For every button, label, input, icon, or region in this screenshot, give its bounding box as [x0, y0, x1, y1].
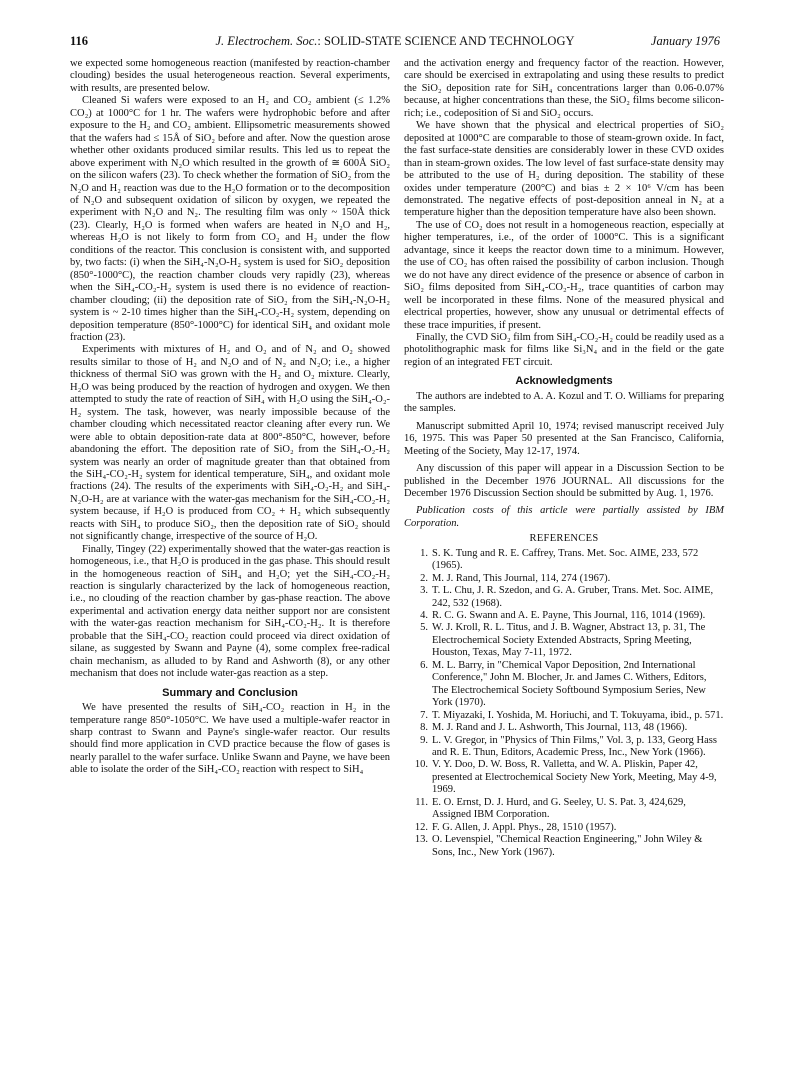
references-heading: REFERENCES: [529, 533, 599, 545]
left-column: [70, 58, 390, 777]
reference-item: 11. E. O. Ernst, D. J. Hurd, and G. Seeley, U. S. Pat. 3, 424,629, Assigned IBM Corporation.: [415, 796, 686, 821]
issue-date: January 1976: [650, 34, 720, 48]
journal-name: J. Electrochem. Soc.: [215, 34, 318, 48]
reference-item: 13. O. Levenspiel, "Chemical Reaction Engineering," John Wiley & Sons, Inc., New York (1967).: [414, 834, 703, 858]
paragraph: Experiments with mixtures of H₂ and O₂ and of N₂ and O₂ showed results similar to those of H₂ and N₂O and of N₂ and N₂O; i.e., a higher thickness of thermal SiO was grown with the H₂ and O₂ mixture. Clearly, H₂O was being produced by the reaction of hydrogen and oxygen. We then attempted to study the rate of reaction of SiH₄ with H₂O using the SiH₄-O₂-H₂ system. The task, however, was nearly impossible because of the chamber clouding which necessitated reactor cleaning after every run. We were able to obtain deposition-rate data at 800°-850°C, however, before abandoning the effort. The deposition rate of SiO₂ from the SiH₄-O₂-H₂ system was nearly an order of magnitude greater than that obtained from the SiH₄-CO₂-H₂ system for identical temperature, SiH₄, and oxidant mole fractions (24). The results of the experiments with SiH₄-O₂-H₂ and SiH₄-N₂O-H₂ are at variance with the water-gas mechanism for the SiH₄-CO₂-H₂ system because, if H₂O is produced from CO₂ + H₂ which subsequently reacts with SiH₄ to produce SiO₂, then the deposition rate of SiO₂ should not significantly change, irrespective of the source of H₂O.: [70, 344, 390, 543]
acknowledgment-text: The authors are indebted to A. A. Kozul and T. O. Williams for preparing the samples.: [404, 390, 724, 415]
paragraph: Finally, the CVD SiO₂ film from SiH₄-CO₂-H₂ could be readily used as a photolithographic mask for films like Si₃N₄ and in the field or the gate region of an integrated FET circuit.: [404, 331, 724, 368]
paragraph: we expected some homogeneous reaction (manifested by reaction-chamber clouding) besides the usual heterogeneous reaction. Several experiments, with results, are presented below.: [70, 58, 390, 94]
journal-title: [70, 34, 720, 49]
section-heading-summary: Summary and Conclusion: [162, 686, 298, 699]
paragraph: We have shown that the physical and electrical properties of SiO₂ deposited at 1000°C are comparable to those of steam-grown oxide. In fact, the fast surface-state densities are considerably lower in these CVD oxides than in steam-grown oxides. The low level of fast surface-state density may be attributed to the use of H₂ during deposition. The stability of these oxides under temperature (200°C) and bias ± 2 × 10⁶ V/cm has been demonstrated. The negative effects of post-deposition anneal in N₂ at a temperature higher than the deposition temperature have also been shown.: [404, 120, 724, 219]
journal-section: : SOLID-STATE SCIENCE AND TECHNOLOGY: [317, 34, 575, 48]
reference-item: 2. M. J. Rand, This Journal, 114, 274 (1967).: [420, 572, 611, 584]
reference-item: 12. F. G. Allen, J. Appl. Phys., 28, 1510 (1957).: [414, 821, 617, 833]
paragraph: Finally, Tingey (22) experimentally showed that the water-gas reaction is homogeneous, i.e., that H₂O is produced in the gas phase. This should result in the homogeneous reaction of SiH₄ and H₂O; yet the SiH₄-CO₂-H₂ reaction is singularly characterized by the lack of homogeneous reaction, i.e., no clouding of the reaction chamber by gas-phase reaction. The above experimental and activation energy data neither support nor are consistent with the water-gas reaction mechanism for SiH₄-CO₂-H₂. It is therefore probable that the SiH₄-CO₂ reaction could proceed via direct oxidation of silane, as suggested by Swann and Payne (4), some complex free-radical chain mechanism, as alluded to by Rand and Ashworth (8), or any other mechanism that does not include water-gas reaction as a step.: [70, 543, 390, 680]
paragraph: The use of CO₂ does not result in a homogeneous reaction, especially at higher temperatures, i.e., of the order of 1000°C. This is a significant advantage, since it keeps the reactor down time to a minimum. However, the use of CO₂ has often raised the possibility of carbon inclusion. Though we do not have any direct evidence of the presence or absence of carbon in SiO₂ films deposited from SiH₄-CO₂-H₂, trace quantities of carbon may well be incorporated in these films. None of the measured physical and electrical properties, however, show any unusual or detrimental effects of these trace impurities, if present.: [404, 219, 724, 331]
paragraph: We have presented the results of SiH₄-CO₂ reaction in H₂ in the temperature range 850°-1050°C. We have used a multiple-wafer reactor in sharp contrast to Swann and Payne's single-wafer reactor. Our results should find more application in CVD practice because the flow of gases is nearly parallel to the wafer surface. Unlike Swann and Payne, we have been able to isolate the order of the SiH₄-CO₂ reaction with respect to SiH₄: [70, 702, 390, 776]
running-header: [70, 34, 720, 52]
reference-item: 3. T. L. Chu, J. R. Szedon, and G. A. Gruber, Trans. Met. Soc. AIME, 242, 532 (1968).: [420, 585, 714, 609]
reference-item: 6. M. L. Barry, in "Chemical Vapor Deposition, 2nd International Conference," John M. Blocher, Jr. and James C. Withers, Editors, The Electrochemical Society Softbound Symposium Series, New York (1970).: [420, 659, 707, 709]
reference-item: 7. T. Miyazaki, I. Yoshida, M. Horiuchi, and T. Tokuyama, ibid., p. 571.: [420, 709, 724, 721]
paragraph: Cleaned Si wafers were exposed to an H₂ and CO₂ ambient (≤ 1.2% CO₂) at 1000°C for 1 hr. The wafers were hydrophobic before and after exposure to the H₂ and CO₂ ambient. Ellipsometric measurements showed that the wafers had ≤ 15Å of SiO₂ before and after. Now the question arose whether other oxidants produced similar results. This led us to repeat the above experiment with N₂O which resulted in the growth of ≅ 600Å SiO₂ on the silicon wafers (23). To check whether the formation of SiO₂ from the N₂O and H₂ reaction was due to the H₂O formation or to the decomposition of N₂O and subsequent oxidation of silicon by oxygen, we repeated the experiment with N₂O and N₂. The resulting film was only ~ 150Å thick (23). Clearly, H₂O is formed when wafers are heated in N₂O and H₂, whereas H₂O is not likely to form from CO₂ and H₂ under the flow conditions of the reactor. This conclusion is consistent with, and supported by, two facts: (i) when the SiH₄-N₂O-H₂ system is used for SiO₂ deposition (850°-1000°C), the reaction chamber clouds very rapidly (23), whereas when the SiH₄-CO₂-H₂ system is used there is no evidence of reaction-chamber clouding; (ii) the deposition rate of SiO₂ from the SiH₄-N₂O-H₂ system is ~ 2-10 times higher than the SiH₄-CO₂-H₂ system, depending on deposition temperature (850°-1000°C) for identical SiH₄ and oxidant mole fraction (23).: [70, 95, 390, 343]
manuscript-note: Manuscript submitted April 10, 1974; revised manuscript received July 16, 1975. This was Paper 50 presented at the San Francisco, California, Meeting of the Society, May 12-17, 1974.: [404, 420, 724, 457]
reference-item: 8. M. J. Rand and J. L. Ashworth, This Journal, 113, 48 (1966).: [420, 722, 688, 734]
paragraph: and the activation energy and frequency factor of the reaction. However, care should be exercised in extrapolating and using these results to predict the SiO₂ deposition rate for SiH₄ concentrations larger than 0.06-0.07% because, at higher concentrations than these, the SiO₂ films become silicon-rich; i.e., codeposition of Si and SiO₂ occurs.: [404, 58, 724, 119]
reference-item: 5. W. J. Kroll, R. L. Titus, and J. B. Wagner, Abstract 13, p. 31, The Electrochemical Society Extended Abstracts, Spring Meeting, Houston, Texas, May 7-11, 1972.: [420, 622, 706, 659]
page-number: 116: [70, 34, 89, 48]
right-column: [404, 58, 724, 859]
section-heading-acknowledgments: Acknowledgments: [515, 375, 613, 388]
reference-item: 1. S. K. Tung and R. E. Caffrey, Trans. Met. Soc. AIME, 233, 572 (1965).: [420, 547, 699, 572]
reference-item: 4. R. C. G. Swann and A. E. Payne, This Journal, 116, 1014 (1969).: [420, 610, 706, 622]
publication-costs-note: Publication costs of this article were partially assisted by IBM Corporation.: [404, 505, 724, 529]
reference-item: 9. L. V. Gregor, in "Physics of Thin Films," Vol. 3, p. 133, Georg Hass and R. E. Thun, Editors, Academic Press, Inc., New York (1966).: [420, 734, 717, 759]
reference-list: [404, 548, 724, 859]
discussion-note: Any discussion of this paper will appear in a Discussion Section to be published in the December 1976 JOURNAL. All discussions for the December 1976 Discussion Section should be submitted by Aug. 1, 1976.: [404, 463, 724, 499]
reference-item: 10. V. Y. Doo, D. W. Boss, R. Valletta, and W. A. Pliskin, Paper 42, presented at Electrochemical Society New York, Meeting, May 4-9, 1969.: [414, 759, 717, 796]
